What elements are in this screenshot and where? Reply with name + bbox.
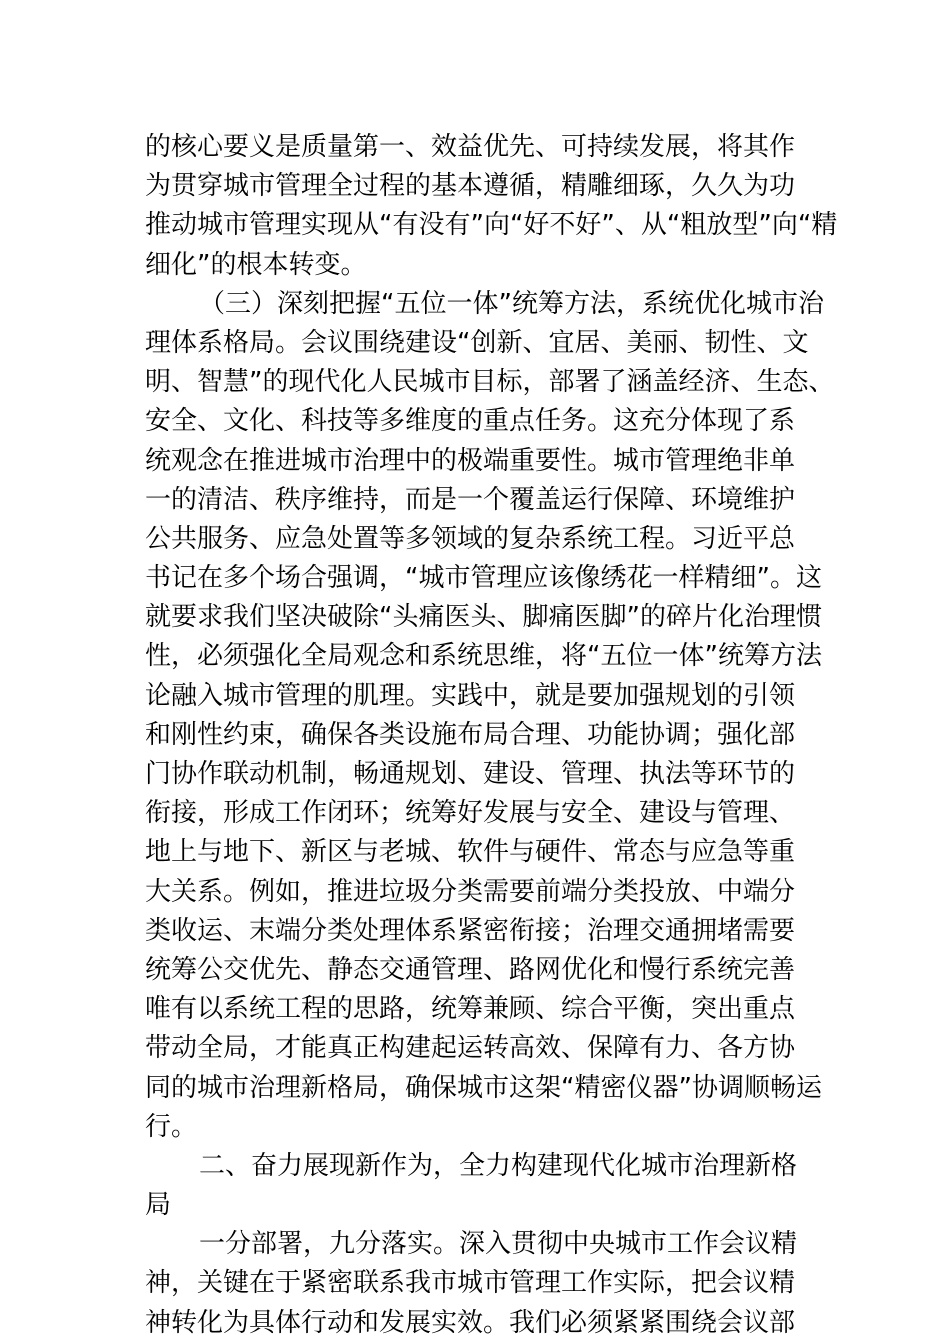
text-line: 的核心要义是质量第一、效益优先、可持续发展，将其作 (145, 132, 796, 162)
text-line: 类收运、末端分类处理体系紧密衔接；治理交通拥堵需要 (145, 915, 796, 946)
section-heading-3: （三）深刻把握“五位一体”统筹方法，系统优化城市治 (199, 288, 824, 319)
text-line: 衔接，形成工作闭环；统筹好发展与安全、建设与管理、 (145, 798, 796, 829)
text-line: 推动城市管理实现从“有没有”向“好不好”、从“粗放型”向“精 (145, 210, 838, 241)
text-line: 一分部署，九分落实。深入贯彻中央城市工作会议精 (199, 1229, 798, 1260)
text-line: 带动全局，才能真正构建起运转高效、保障有力、各方协 (145, 1033, 796, 1064)
text-line: 书记在多个场合强调，“城市管理应该像绣花一样精细”。这 (145, 563, 822, 594)
text-line: 统观念在推进城市治理中的极端重要性。城市管理绝非单 (145, 445, 796, 476)
text-line: 为贯穿城市管理全过程的基本遵循，精雕细琢，久久为功 (145, 171, 796, 202)
text-line: 大关系。例如，推进垃圾分类需要前端分类投放、中端分 (145, 876, 796, 907)
text-line: 公共服务、应急处置等多领域的复杂系统工程。习近平总 (145, 523, 796, 554)
text-line: 细化”的根本转变。 (145, 249, 367, 280)
text-line: 神，关键在于紧密联系我市城市管理工作实际，把会议精 (145, 1268, 796, 1299)
document-body (145, 128, 838, 1343)
text-line: 门协作联动机制，畅通规划、建设、管理、执法等环节的 (145, 759, 796, 789)
text-line: 同的城市治理新格局，确保城市这架“精密仪器”协调顺畅运 (145, 1072, 822, 1103)
text-line: 安全、文化、科技等多维度的重点任务。这充分体现了系 (145, 406, 796, 437)
text-line: 统筹公交优先、静态交通管理、路网优化和慢行系统完善 (145, 954, 796, 985)
text-line: 性，必须强化全局观念和系统思维，将“五位一体”统筹方法 (145, 641, 822, 672)
text-line: 论融入城市管理的肌理。实践中，就是要加强规划的引领 (145, 680, 796, 711)
text-line: 和刚性约束，确保各类设施布局合理、功能协调；强化部 (145, 719, 796, 750)
text-line: 行。 (145, 1111, 198, 1142)
text-line: 一的清洁、秩序维持，而是一个覆盖运行保障、环境维护 (145, 484, 796, 515)
text-line: 唯有以系统工程的思路，统筹兼顾、综合平衡，突出重点 (145, 994, 796, 1025)
text-line: 地上与地下、新区与老城、软件与硬件、常态与应急等重 (145, 837, 796, 868)
text-line: 神转化为具体行动和发展实效。我们必须紧紧围绕会议部 (145, 1307, 796, 1338)
section-heading-2-continued: 局 (145, 1190, 172, 1221)
text-line: 就要求我们坚决破除“头痛医头、脚痛医脚”的碎片化治理惯 (145, 602, 822, 633)
section-heading-2: 二、奋力展现新作为，全力构建现代化城市治理新格 (199, 1150, 798, 1181)
text-line: 理体系格局。会议围绕建设“创新、宜居、美丽、韧性、文 (145, 327, 809, 358)
text-line: 明、智慧”的现代化人民城市目标，部署了涵盖经济、生态、 (145, 367, 835, 398)
